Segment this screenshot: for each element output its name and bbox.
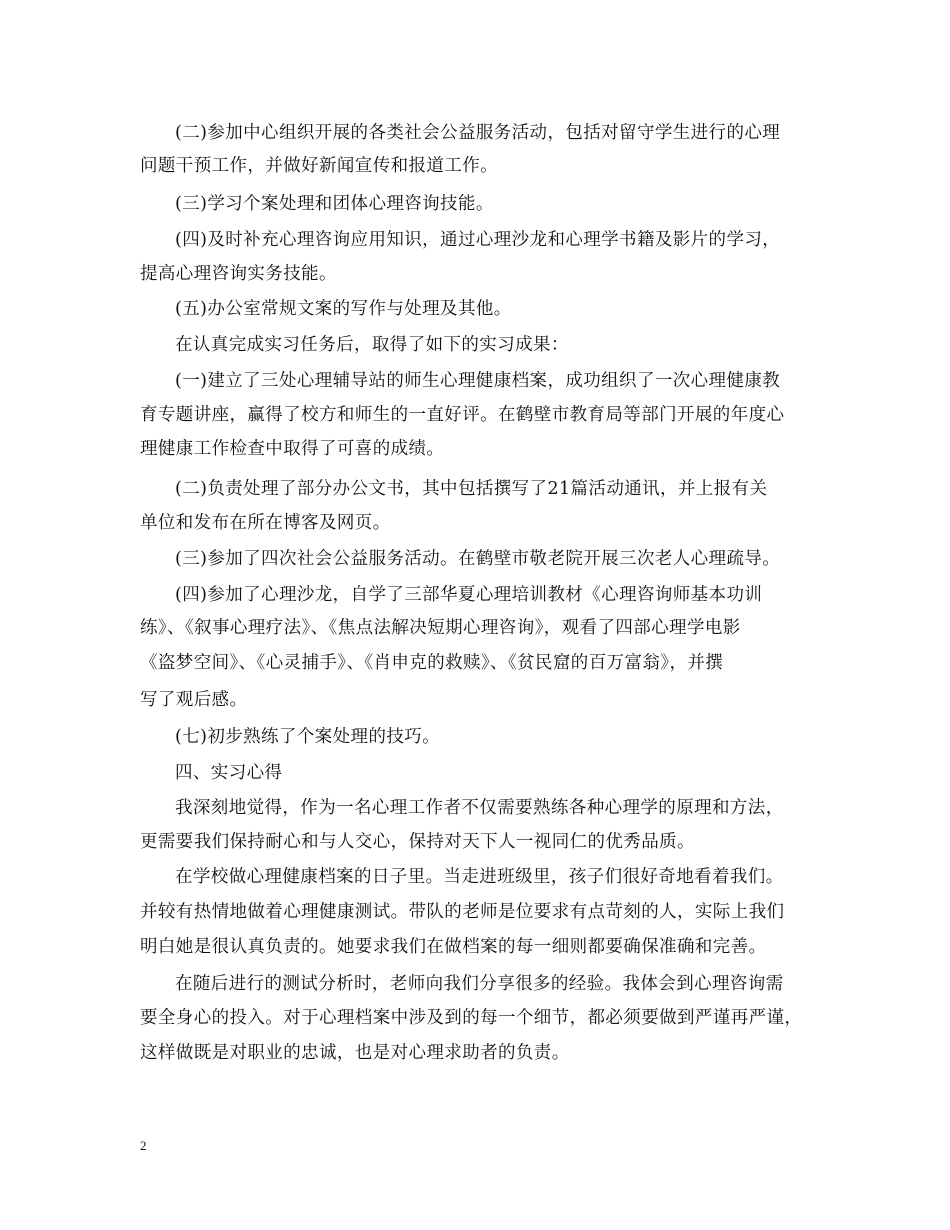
paragraph-line: 提高心理咨询实务技能。 xyxy=(140,264,337,284)
paragraph-line: (五)办公室常规文案的写作与处理及其他。 xyxy=(175,299,512,319)
paragraph-line: 育专题讲座，赢得了校方和师生的一直好评。在鹤壁市教育局等部门开展的年度心 xyxy=(140,405,785,425)
paragraph-line: 练》、《叙事心理疗法》、《焦点法解决短期心理咨询》，观看了四部心理学电影 xyxy=(140,618,741,638)
paragraph-line: 《盗梦空间》、《心灵捕手》、《肖申克的救赎》、《贫民窟的百万富翁》，并撰 xyxy=(140,653,724,673)
paragraph-line: 要全身心的投入。对于心理档案中涉及到的每一个细节，都必须要做到严谨再严谨， xyxy=(140,1008,803,1028)
paragraph-line: (一)建立了三处心理辅导站的师生心理健康档案，成功组织了一次心理健康教 xyxy=(175,371,781,391)
paragraph-line: 写了观后感。 xyxy=(140,690,248,710)
paragraph-line: 单位和发布在所在博客及网页。 xyxy=(140,513,391,533)
paragraph-line: (七)初步熟练了个案处理的技巧。 xyxy=(175,727,441,747)
paragraph-line: 在认真完成实习任务后，取得了如下的实习成果： xyxy=(175,335,569,355)
paragraph-line: (四)及时补充心理咨询应用知识，通过心理沙龙和心理学书籍及影片的学习， xyxy=(175,230,781,250)
paragraph-line: 理健康工作检查中取得了可喜的成绩。 xyxy=(140,439,445,459)
paragraph-line: 问题干预工作，并做好新闻宣传和报道工作。 xyxy=(140,156,498,176)
paragraph-line: (四)参加了心理沙龙，自学了三部华夏心理培训教材《心理咨询师基本功训 xyxy=(175,585,763,605)
paragraph-line: (三)参加了四次社会公益服务活动。在鹤壁市敬老院开展三次老人心理疏导。 xyxy=(175,549,781,569)
paragraph-line: 并较有热情地做着心理健康测试。带队的老师是位要求有点苛刻的人，实际上我们 xyxy=(140,902,785,922)
paragraph-line: 这样做既是对职业的忠诚，也是对心理求助者的负责。 xyxy=(140,1043,570,1063)
paragraph-line: 更需要我们保持耐心和与人交心，保持对天下人一视同仁的优秀品质。 xyxy=(140,832,695,852)
page-number: 2 xyxy=(140,1138,147,1153)
paragraph-line: 我深刻地觉得，作为一名心理工作者不仅需要熟练各种心理学的原理和方法， xyxy=(175,798,784,818)
paragraph-line: 在学校做心理健康档案的日子里。当走进班级里，孩子们很好奇地看着我们。 xyxy=(175,867,784,887)
paragraph-line: (二)负责处理了部分办公文书，其中包括撰写了21篇活动通讯，并上报有关 xyxy=(175,479,768,499)
paragraph-line: (二)参加中心组织开展的各类社会公益服务活动，包括对留守学生进行的心理 xyxy=(175,123,781,143)
paragraph-line: (三)学习个案处理和团体心理咨询技能。 xyxy=(175,194,494,214)
paragraph-line: 在随后进行的测试分析时，老师向我们分享很多的经验。我体会到心理咨询需 xyxy=(175,974,784,994)
section-heading: 四、实习心得 xyxy=(175,763,283,783)
paragraph-line: 明白她是很认真负责的。她要求我们在做档案的每一细则都要确保准确和完善。 xyxy=(140,937,767,957)
